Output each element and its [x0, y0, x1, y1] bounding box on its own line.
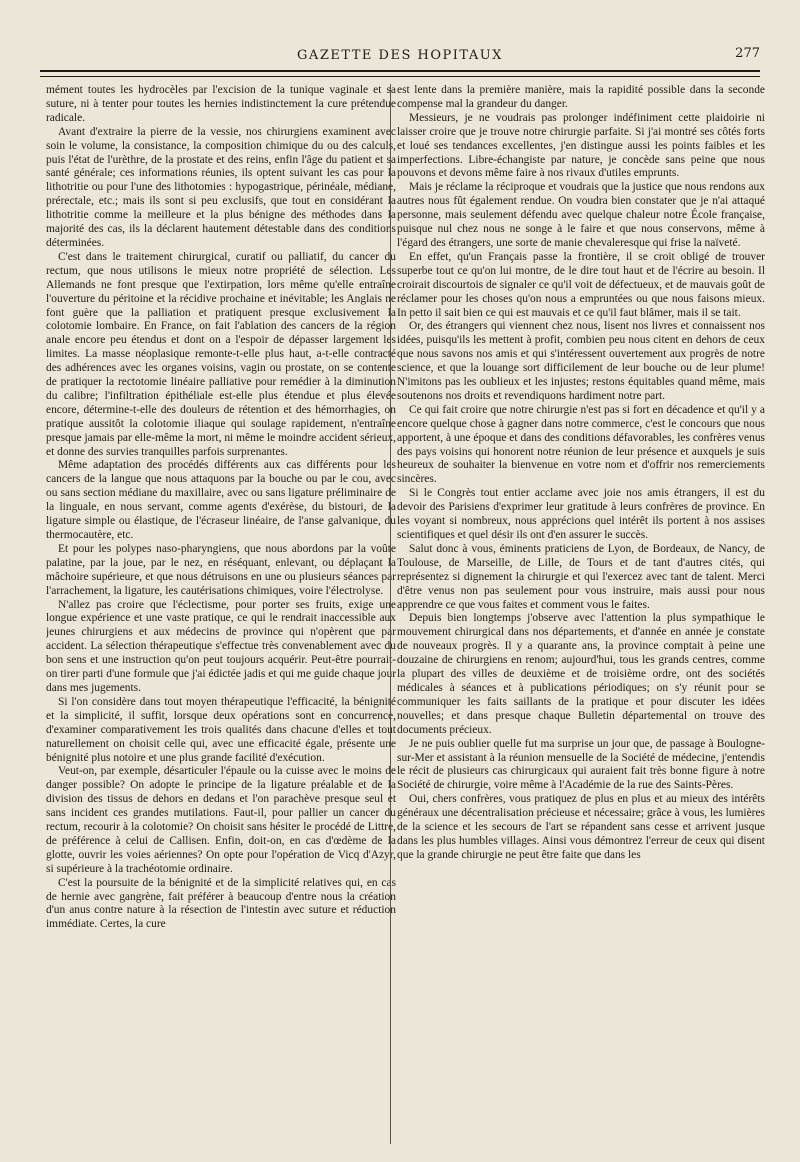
paragraph: C'est dans le traitement chirurgical, curatif ou palliatif, du cancer du rectum, que nous utilisons le mieux notre propriété de sélection. Les Allemands ne font presque que l'extirpation, lors même qu'elle entraîne l'ouverture du péritoine et la récidive prochaine et inévitable; les Anglais ne font guère que la palliation et pratiquent presque exclusivement la colotomie lombaire. En France, on fait l'ablation des cancers de la région anale encore peu étendus et dont on a l'espoir de dépasser largement les limites. La masse néoplasique remonte-t-elle plus haut, a-t-elle contracté des adhérences avec les organes voisins, vagin ou prostate, on se contente de pratiquer la rectotomie linéaire palliative pour remédier à la diminution du calibre; l'infiltration épithéliale est-elle plus étendue et plus élevée encore, détermine-t-elle des douleurs de rétention et des hémorrhagies, on pratique aussitôt la colotomie iliaque qui soulage rapidement, n'entraîne presque jamais par elle-même la mort, ni même le moindre accident sérieux, et donne des survies tranquilles parfois surprenantes. [46, 250, 396, 458]
paragraph: mément toutes les hydrocèles par l'excision de la tunique vaginale et sa suture, ni à tenter pour toutes les hernies indistinctement la cure prétendue radicale. [46, 84, 396, 124]
paragraph: Veut-on, par exemple, désarticuler l'épaule ou la cuisse avec le moins de danger possible? On adopte le principe de la ligature préalable et de la division des tissus de dehors en dedans et l'on parachève presque seul et sans incident ces grandes mutilations. Faut-il, pour pallier un cancer du rectum, recourir à la colotomie? On choisit sans hésiter le procédé de Littre, de préférence à celui de Callisen. Enfin, doit-on, en cas d'œdème de la glotte, ouvrir les voies aériennes? On opte pour l'opération de Vicq d'Azyr, si supérieure à la trachéotomie ordinaire. [46, 765, 396, 875]
paragraph: Si l'on considère dans tout moyen thérapeutique l'efficacité, la bénignité et la simplicité, il suffit, lorsque deux opérations sont en concurrence, d'examiner comparativement les trois qualités dans chacune d'elles et tout naturellement on choisit celle qui, avec une efficacité égale, présente une bénignité plus notoire et une plus grande facilité d'exécution. [46, 695, 396, 764]
paragraph: En effet, qu'un Français passe la frontière, il se croit obligé de trouver superbe tout ce qu'on lui montre, de le dire tout haut et de l'écrire au besoin. Il croirait discourtois de signaler ce qu'il voit de défectueux, et de mauvais goût de réclamer pour les choses qu'on nous a empruntées ou que nous faisons mieux. In petto il sait bien ce qui est mauvais et ce qu'il faut blâmer, mais il se tait. [397, 250, 765, 319]
paragraph: Et pour les polypes naso-pharyngiens, que nous abordons par la voûte palatine, par la joue, par le nez, en réséquant, enlevant, ou déplaçant la mâchoire supérieure, et que nous détruisons en une ou plusieurs séances par l'arrachement, la ligature, les cautérisations chimiques, voire l'électrolyse. [46, 542, 396, 597]
paragraph: C'est la poursuite de la bénignité et de la simplicité relatives qui, en cas de hernie avec gangrène, fait préférer à beaucoup d'entre nous la création d'un anus contre nature à la résection de l'intestin avec suture et réduction immédiate. Certes, la cure [46, 876, 396, 931]
paragraph: Mais je réclame la réciproque et voudrais que la justice que nous rendons aux autres nous fût également rendue. On voudra bien constater que je n'ai attaqué personne, mais seulement défendu avec quelque chaleur notre École française, puisque nul chez nous ne songe à le faire et que nous conservons, même à l'égard des étrangers, une sorte de manie chevaleresque qui frise la naïveté. [397, 181, 765, 249]
paragraph: Oui, chers confrères, vous pratiquez de plus en plus et au mieux des intérêts généraux une décentralisation précieuse et nécessaire; grâce à vous, les lumières de la science et les secours de l'art se répandent sans cesse et arrivent jusque dans les plus humbles villages. Ainsi vous démontrez l'erreur de ceux qui disent que la grande chirurgie ne peut être faite que dans les [397, 793, 765, 861]
paragraph: Ce qui fait croire que notre chirurgie n'est pas si fort en décadence et qu'il y a encore quelque chose à gagner dans notre commerce, c'est le concours que nous apportent, à une époque et dans des conditions défavorables, les confrères venus des pays voisins qui honorent notre réunion de leur présence et auxquels je suis heureux de souhaiter la bienvenue en votre nom et d'offrir nos remerciements sincères. [397, 403, 765, 486]
paragraph: N'allez pas croire que l'éclectisme, pour porter ses fruits, exige une longue expérience et une vaste pratique, ce qui le rendrait inaccessible aux jeunes chirurgiens et aux médecins de province qui n'opèrent que par accident. La sélection thérapeutique s'effectue très convenablement avec du bon sens et une instruction qu'on peut toujours acquérir. Peut-être pourrait-on tirer parti d'une formule que j'ai édictée jadis et qui me guide chaque jour dans mes jugements. [46, 598, 396, 694]
header-rule-thick [40, 70, 760, 72]
paragraph: Même adaptation des procédés différents aux cas différents pour les cancers de la langue que nous attaquons par la bouche ou par le cou, avec ou sans section médiane du maxillaire, avec ou sans ligature préliminaire de la linguale, en nous servant, comme agents d'exérèse, du bistouri, de la ligature simple ou élastique, de l'écraseur linéaire, de l'anse galvanique, du thermocautère, etc. [46, 459, 396, 541]
paragraph: Salut donc à vous, éminents praticiens de Lyon, de Bordeaux, de Nancy, de Toulouse, de Marseille, de Lille, de Tours et de tant d'autres cités, qui représentez si dignement la chirurgie et qui l'exercez avec tant de talent. Merci d'être venus non pas seulement pour vous instruire, mais aussi pour nous apprendre ce que vous faites et comment vous le faites. [397, 542, 765, 611]
page-number: 277 [735, 46, 760, 61]
column-divider [390, 84, 391, 1144]
paragraph: Depuis bien longtemps j'observe avec l'attention la plus sympathique le mouvement chirurgical dans nos départements, et d'année en année je constate de nouveaux progrès. Il y a quarante ans, la province comptait à peine une douzaine de chirurgiens en renom; aujourd'hui, tous les grands centres, comme la plupart des villes de deuxième et de troisième ordre, ont des sociétés médicales à séances et à publications périodiques; on s'y réunit pour se communiquer les faits saillants de la pratique et pour discuter les idées nouvelles; et dans presque chaque Bulletin départemental on trouve des documents précieux. [397, 612, 765, 736]
paragraph: Je ne puis oublier quelle fut ma surprise un jour que, de passage à Boulogne-sur-Mer et assistant à la réunion mensuelle de la Société de médecine, j'entendis le récit de plusieurs cas chirurgicaux qui auraient fait très bonne figure à notre Société de chirurgie, voire même à l'Académie de la rue des Saints-Pères. [397, 737, 765, 792]
paragraph: Avant d'extraire la pierre de la vessie, nos chirurgiens examinent avec soin le volume, la consistance, la composition chimique du ou des calculs, puis l'état de l'urèthre, de la prostate et des reins, enfin l'âge du patient et sa santé générale; ces informations réunies, ils optent suivant les cas pour la lithotritie ou pour l'une des lithotomies : hypogastrique, périnéale, médiane, prérectale, etc.; mais ils sont si peu exclusifs, que tout en considérant la lithotritie comme la meilleure et la plus bénigne des méthodes dans la majorité des cas, ils la déclarent hautement détestable dans des conditions déterminées. [46, 125, 396, 249]
paragraph: est lente dans la première manière, mais la rapidité possible dans la seconde compense mal la grandeur du danger. [397, 84, 765, 110]
paragraph: Or, des étrangers qui viennent chez nous, lisent nos livres et connaissent nos idées, puisqu'ils les mettent à profit, combien peu nous citent en dehors de ceux que nous savons nos amis et qui s'intéressent ouvertement aux progrès de notre science, et que la louange sort difficilement de leur bouche ou de leur plume! N'imitons pas les oublieux et les injustes; restons équitables quand même, mais soutenons nos droits et revendiquons hardiment notre part. [397, 320, 765, 402]
paragraph: Messieurs, je ne voudrais pas prolonger indéfiniment cette plaidoirie ni laisser croire que je trouve notre chirurgie parfaite. Si j'ai montré ses côtés forts et loué ses tendances excellentes, j'en distingue aussi les points faibles et les imperfections. Libre-échangiste par nature, je concède sans peine que nous pouvons et devons même faire à nos rivaux d'utiles emprunts. [397, 111, 765, 180]
left-column [46, 84, 396, 1146]
right-column [397, 84, 765, 1146]
header-rule-thin [40, 76, 760, 77]
paragraph: Si le Congrès tout entier acclame avec joie nos amis étrangers, il est du devoir des Parisiens d'exprimer leur gratitude à leurs confrères de province. En les voyant si nombreux, nous apprécions quel intérêt ils portent à nos assises scientifiques et quel désir ils ont d'en assurer le succès. [397, 487, 765, 541]
journal-title: GAZETTE DES HOPITAUX [297, 48, 503, 63]
running-head [40, 44, 760, 66]
